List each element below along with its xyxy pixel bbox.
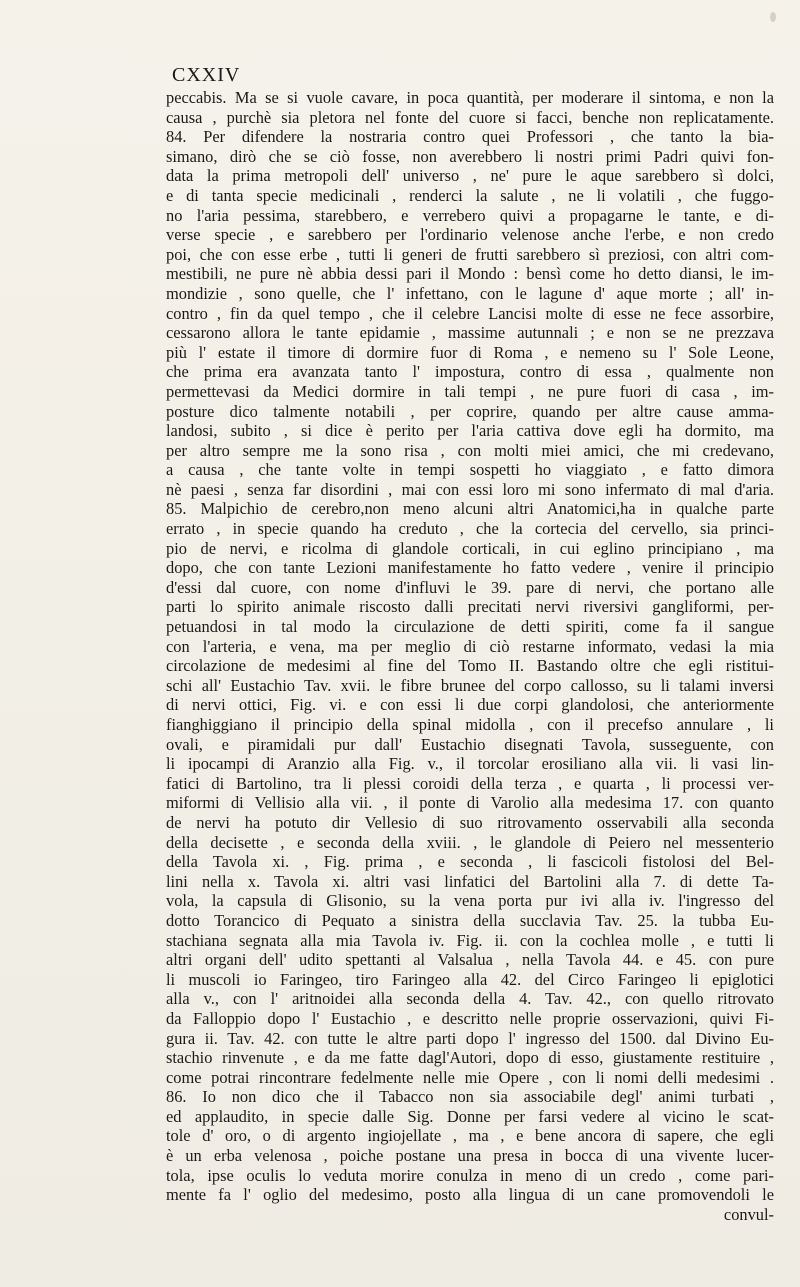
text-line: come potrai rincontrare fedelmente nelle mie Opere , con li nomi delli medesimi . bbox=[166, 1067, 774, 1087]
text-line: mente fa l' oglio del medesimo, posto alla lingua di un cane promovendoli le bbox=[166, 1185, 774, 1205]
text-line: è un erba velenosa , poiche postane una presa in bocca di una vivente lucer- bbox=[166, 1146, 774, 1166]
text-line: petuandosi in tal modo la circulazione de detti spiriti, come fa il sangue bbox=[166, 617, 774, 637]
page-number: CXXIV bbox=[172, 64, 241, 86]
text-line: causa , purchè sia pletora nel fonte del cuore si facci, benche non replicatamente. bbox=[166, 107, 774, 127]
text-line: tole d' oro, o di argento ingiojellate , ma , e bene ancora di sapere, che egli bbox=[166, 1126, 774, 1146]
text-line: parti lo spirito animale riscosto dalli precitati nervi riversivi gangliformi, per- bbox=[166, 597, 774, 617]
text-line: gura ii. Tav. 42. con tutte le altre parti dopo l' ingresso del 1500. dal Divino Eu- bbox=[166, 1028, 774, 1048]
text-line: fatici di Bartolino, tra li plessi coroidi della terza , e quarta , li processi ver- bbox=[166, 773, 774, 793]
text-line: tola, ipse oculis lo veduta morire conulza in meno di un credo , come pari- bbox=[166, 1165, 774, 1185]
text-line: simano, dirò che se ciò fosse, non averebbero li nostri primi Padri quivi fon- bbox=[166, 146, 774, 166]
text-line: stachio rinvenute , e da me fatte dagl'Autori, dopo di esso, giustamente restituire , bbox=[166, 1048, 774, 1068]
text-line: e di tanta specie medicinali , renderci la salute , ne li volatili , che fuggo- bbox=[166, 185, 774, 205]
text-line: ed applaudito, in specie dalle Sig. Donne per farsi vedere al vicino le scat- bbox=[166, 1106, 774, 1126]
text-line: alla v., con l' aritnoidei alla seconda della 4. Tav. 42., con quello ritrovato bbox=[166, 989, 774, 1009]
text-line: a causa , che tante volte in tempi sospetti ho viaggiato , e fatto dimora bbox=[166, 460, 774, 480]
text-line: landosi, subito , si dice è perito per l'aria cattiva dove egli ha dormito, ma bbox=[166, 421, 774, 441]
text-line: mondizie , sono quelle, che l' infettano, con le lagune d' aque morte ; all' in- bbox=[166, 283, 774, 303]
text-line: convul- bbox=[723, 1204, 774, 1224]
text-line: che prima era avanzata tanto l' impostura, contro di essa , qualmente non bbox=[166, 362, 774, 382]
text-line: da Falloppio dopo l' Eustachio , e descritto nelle proprie osservazioni, quivi Fi- bbox=[166, 1008, 774, 1028]
text-line: de nervi ha potuto dir Vellesio di suo ritrovamento osservabili alla seconda bbox=[166, 812, 774, 832]
text-line: contro , fin da quel tempo , che il celebre Lancisi molte di esse ne fece assorbire, bbox=[166, 303, 774, 323]
text-line: d'essi dal cuore, con nome d'influvi le 39. pare di nervi, che portano alle bbox=[166, 577, 774, 597]
text-line: più l' estate il timore di dormire fuor di Roma , e nemeno su l' Sole Leone, bbox=[166, 342, 774, 362]
text-line: per altro sempre me la sono risa , con molti miei amici, che mi credevano, bbox=[166, 440, 774, 460]
text-line: di nervi ottici, Fig. vi. e con essi li due corpi glandolosi, che anteriormente bbox=[166, 695, 774, 715]
text-line: lini nella x. Tavola xi. altri vasi linfatici del Bartolini alla 7. di dette Ta- bbox=[166, 871, 774, 891]
text-line: 86. Io non dico che il Tabacco non sia associabile degl' animi turbati , bbox=[166, 1087, 774, 1107]
text-line: posture dico talmente notabili , per coprire, quando per altre cause amma- bbox=[166, 401, 774, 421]
text-line: errato , in specie quando ha creduto , che la cortecia del cervello, sia princi- bbox=[166, 519, 774, 539]
text-line: vola, la capsula di Glisonio, su la vena porta pur ivi alla iv. l'ingresso del bbox=[166, 891, 774, 911]
text-line: verse specie , e sarebbero per l'ordinario velenose anche l'erbe, e non credo bbox=[166, 225, 774, 245]
text-line: fianghiggiano il principio della spinal midolla , con il precefso annulare , li bbox=[166, 715, 774, 734]
text-line: cessarono allora le tante epidamie , massime autunnali ; e non se ne prezzava bbox=[166, 323, 774, 343]
text-line: pio de nervi, e ricolma di glandole corticali, in cui eglino principiano , ma bbox=[166, 538, 774, 558]
text-line: miformi di Vellisio alla vii. , il ponte di Varolio alla medesima 17. con quanto bbox=[166, 793, 774, 813]
text-line: schi all' Eustachio Tav. xvii. le fibre brunee del corpo callosso, su li talami inversi bbox=[166, 675, 774, 695]
text-line: della Tavola xi. , Fig. prima , e seconda , li fascicoli fistolosi del Bel- bbox=[166, 852, 774, 872]
text-line: nè paesi , senza far disordini , mai con essi loro mi sono infermato di mal d'aria. bbox=[166, 479, 774, 499]
text-line: dopo, che con tante Lezioni manifestamente ho fatto vedere , venire il principio bbox=[166, 558, 774, 578]
text-line: altri organi dell' udito spettanti al Valsalua , nella Tavola 44. e 45. con pure bbox=[166, 950, 774, 970]
body-text bbox=[166, 88, 774, 1224]
text-line: mestibili, ne pure nè abbia dessi pari il Mondo : bensì come ho detto diansi, le im- bbox=[166, 264, 774, 284]
text-line: dotto Torancico di Pequato a sinistra della succlavia Tav. 25. la tubba Eu- bbox=[166, 910, 774, 930]
text-line: permettevasi da Medici dormire in tali tempi , ne pure fuori di casa , im- bbox=[166, 381, 774, 401]
text-line: peccabis. Ma se si vuole cavare, in poca quantità, per moderare il sintoma, e non la bbox=[166, 88, 774, 107]
text-line: ovali, e piramidali pur dall' Eustachio disegnati Tavola, susseguente, con bbox=[166, 734, 774, 754]
text-line: data la prima metropoli dell' universo , ne' pure le aque sarebbero sì dolci, bbox=[166, 166, 774, 186]
text-line: no l'aria pessima, starebbero, e verrebero quivi a propagarne le tante, e di- bbox=[166, 205, 774, 225]
text-line: stachiana segnata alla mia Tavola iv. Fig. ii. con la cochlea molle , e tutti li bbox=[166, 930, 774, 950]
text-line: circolazione de medesimi al fine del Tomo II. Bastando oltre che egli ristitui- bbox=[166, 656, 774, 676]
text-line: poi, che con esse erbe , tutti li generi de frutti sarebbero sì preziosi, con altri com- bbox=[166, 244, 774, 264]
text-line: della decisette , e seconda della xviii. , le glandole di Peiero nel messenterio bbox=[166, 832, 774, 852]
text-line: li muscoli io Faringeo, tiro Faringeo alla 42. del Circo Faringeo li epiglotici bbox=[166, 969, 774, 989]
text-line: 85. Malpichio de cerebro,non meno alcuni altri Anatomici,ha in qualche parte bbox=[166, 499, 774, 519]
text-line: 84. Per difendere la nostraria contro quei Professori , che tanto la bia- bbox=[166, 127, 774, 147]
text-line: li ipocampi di Aranzio alla Fig. v., il torcolar erosiliano alla vii. li vasi lin- bbox=[166, 754, 774, 774]
ink-spot bbox=[770, 12, 776, 22]
text-line: con l'arteria, e vena, ma per meglio di ciò restarne informato, vedasi la mia bbox=[166, 636, 774, 656]
